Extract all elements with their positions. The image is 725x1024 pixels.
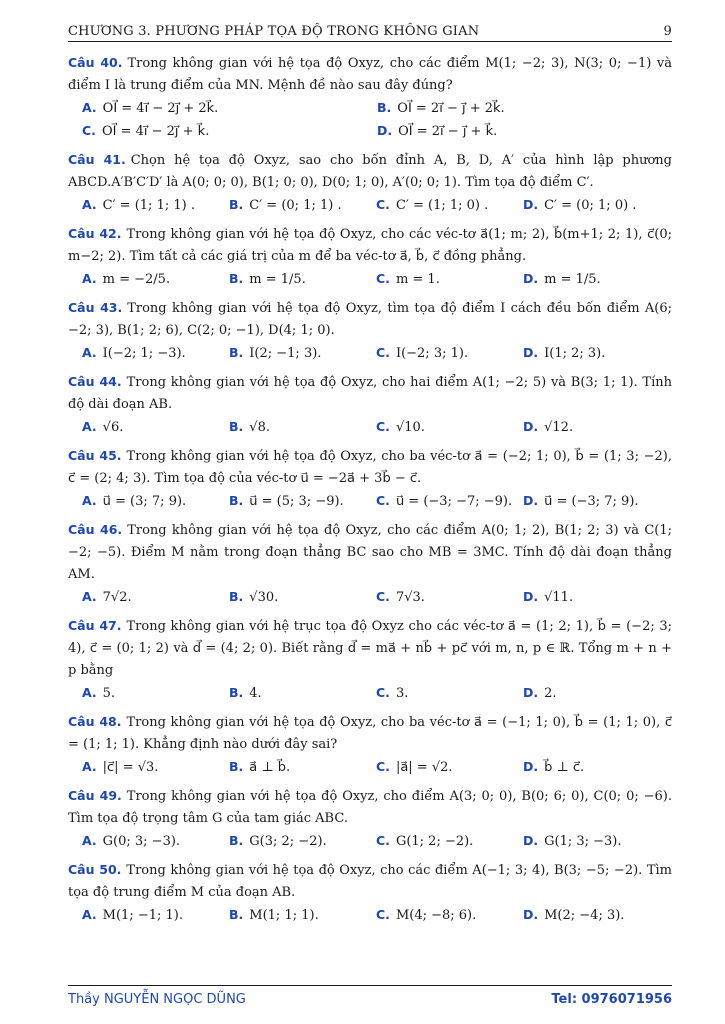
question-stem [68,149,672,194]
option-text: I(2; −1; 3). [249,346,322,361]
option-text: |c⃗| = √3. [102,760,159,775]
option-label: C. [376,759,390,774]
option-text: |a⃗| = √2. [395,760,453,775]
option-label: C. [376,833,390,848]
answer-option [82,120,377,143]
question-number: Câu 50. [68,862,122,877]
answer-options [68,830,672,853]
option-label: B. [229,493,244,508]
answer-option [229,194,376,217]
answer-options [68,268,672,291]
answer-option [523,830,670,853]
option-label: B. [229,589,244,604]
question-number: Câu 43. [68,300,123,315]
option-text: C′ = (1; 1; 1) . [102,198,195,213]
option-text: m = 1/5. [544,272,601,287]
question-stem [68,711,672,756]
answer-option [229,830,376,853]
option-text: b⃗ ⊥ c⃗. [544,760,585,775]
option-text: C′ = (0; 1; 0) . [544,198,637,213]
option-label: D. [523,907,539,922]
answer-option [82,682,229,705]
answer-option [376,586,523,609]
option-label: C. [376,589,390,604]
answer-option [377,97,672,120]
answer-option [523,904,670,927]
answer-option [523,342,670,365]
answer-options [68,97,672,143]
chapter-title: CHƯƠNG 3. PHƯƠNG PHÁP TỌA ĐỘ TRONG KHÔNG GIAN [68,24,480,39]
question-block [68,149,672,217]
option-text: u⃗ = (3; 7; 9). [102,494,187,509]
option-label: D. [523,685,539,700]
question-text: Chọn hệ tọa độ Oxyz, sao cho bốn đỉnh A, B, D, A′ của hình lập phương ABCD.A′B′C′D′ là A(0; 0; 0), B(1; 0; 0), D(0; 1; 0), A′(0; 0; 1). Tìm tọa độ điểm C′. [68,153,672,190]
phone-number: Tel: 0976071956 [551,992,672,1007]
question-text: Trong không gian với hệ tọa độ Oxyz, cho các điểm A(0; 1; 2), B(1; 2; 3) và C(1; −2; −5). Điểm M nằm trong đoạn thẳng BC sao cho MB = 3MC. Tính độ dài đoạn thẳng AM. [68,523,672,582]
question-stem [68,371,672,416]
author-prefix: Thầy [68,992,100,1007]
option-text: √30. [249,590,279,605]
answer-option [82,268,229,291]
option-text: √10. [395,420,425,435]
option-label: A. [82,493,97,508]
answer-option [229,490,376,513]
answer-option [376,682,523,705]
question-text: Trong không gian với hệ trục tọa độ Oxyz cho các véc-tơ a⃗ = (1; 2; 1), b⃗ = (−2; 3; 4), c⃗ = (0; 1; 2) và d⃗ = (4; 2; 0). Biết rằng d⃗ = ma⃗ + nb⃗ + pc⃗ với m, n, p ∈ ℝ. Tổng m + n + p bằng [68,619,672,678]
option-label: D. [377,123,393,138]
option-text: OI⃗ = 4i⃗ − 2j⃗ + k⃗. [101,124,210,139]
option-text: I(−2; 1; −3). [102,346,186,361]
option-text: C′ = (1; 1; 0) . [395,198,489,213]
question-number: Câu 42. [68,226,122,241]
question-text: Trong không gian với hệ tọa độ Oxyz, cho hai điểm A(1; −2; 5) và B(3; 1; 1). Tính độ dài đoạn AB. [68,375,672,412]
answer-option [229,682,376,705]
answer-options [68,416,672,439]
option-label: B. [229,907,244,922]
question-text: Trong không gian với hệ tọa độ Oxyz, cho các điểm M(1; −2; 3), N(3; 0; −1) và điểm I là trung điểm của MN. Mệnh đề nào sau đây đúng? [68,56,672,93]
option-label: B. [229,685,244,700]
question-list [68,52,672,933]
option-label: A. [82,685,97,700]
option-text: 7√3. [395,590,425,605]
answer-option [376,194,523,217]
answer-option [377,120,672,143]
option-text: 2. [544,686,557,701]
option-text: G(0; 3; −3). [102,834,181,849]
answer-option [229,904,376,927]
answer-option [523,194,670,217]
option-text: I(1; 2; 3). [544,346,606,361]
question-number: Câu 44. [68,374,122,389]
option-label: D. [523,197,539,212]
question-block [68,519,672,609]
answer-option [82,194,229,217]
question-block [68,859,672,927]
option-text: √12. [544,420,574,435]
option-text: u⃗ = (5; 3; −9). [249,494,344,509]
question-number: Câu 47. [68,618,122,633]
option-text: M(2; −4; 3). [544,908,625,923]
option-text: √11. [544,590,574,605]
option-label: D. [523,345,539,360]
option-text: 5. [102,686,116,701]
question-text: Trong không gian với hệ tọa độ Oxyz, tìm tọa độ điểm I cách đều bốn điểm A(6; −2; 3), B(1; 2; 6), C(2; 0; −1), D(4; 1; 0). [68,301,672,338]
option-text: M(1; 1; 1). [249,908,319,923]
option-label: A. [82,907,97,922]
option-label: B. [229,419,244,434]
answer-option [229,756,376,779]
answer-option [376,490,523,513]
answer-option [523,682,670,705]
author-credit [68,992,246,1007]
question-stem [68,223,672,268]
option-label: C. [82,123,96,138]
option-text: OI⃗ = 4i⃗ − 2j⃗ + 2k⃗. [102,101,219,116]
answer-option [82,830,229,853]
question-stem [68,445,672,490]
answer-option [82,586,229,609]
answer-option [523,416,670,439]
option-text: a⃗ ⊥ b⃗. [249,760,291,775]
option-text: 3. [395,686,409,701]
answer-options [68,342,672,365]
page-footer [68,992,672,1012]
option-label: D. [523,759,539,774]
answer-option [376,268,523,291]
answer-options [68,194,672,217]
answer-option [229,416,376,439]
question-text: Trong không gian với hệ tọa độ Oxyz, cho ba véc-tơ a⃗ = (−2; 1; 0), b⃗ = (1; 3; −2), c⃗ = (2; 4; 3). Tìm tọa độ của véc-tơ u⃗ = −2a⃗ + 3b⃗ − c⃗. [68,449,672,486]
question-text: Trong không gian với hệ tọa độ Oxyz, cho ba véc-tơ a⃗ = (−1; 1; 0), b⃗ = (1; 1; 0), c⃗ = (1; 1; 1). Khẳng định nào dưới đây sai? [68,715,672,752]
option-label: C. [376,493,390,508]
option-label: B. [229,271,244,286]
question-text: Trong không gian với hệ tọa độ Oxyz, cho các véc-tơ a⃗(1; m; 2), b⃗(m+1; 2; 1), c⃗(0; m−2; 2). Tìm tất cả các giá trị của m để ba véc-tơ a⃗, b⃗, c⃗ đồng phẳng. [68,227,672,264]
option-text: C′ = (0; 1; 1) . [249,198,342,213]
option-label: B. [229,345,244,360]
option-label: B. [229,833,244,848]
option-text: 4. [249,686,262,701]
question-stem [68,859,672,904]
answer-options [68,682,672,705]
option-text: G(1; 3; −3). [544,834,622,849]
option-text: G(3; 2; −2). [249,834,327,849]
option-label: C. [376,685,390,700]
answer-option [523,586,670,609]
option-text: √8. [249,420,270,435]
question-stem [68,785,672,830]
answer-option [229,586,376,609]
question-number: Câu 46. [68,522,123,537]
answer-option [229,342,376,365]
question-block [68,223,672,291]
footer-divider [68,985,672,986]
answer-option [376,904,523,927]
option-text: u⃗ = (−3; −7; −9). [395,494,513,509]
answer-option [523,756,670,779]
page-number: 9 [663,24,672,39]
option-label: C. [376,197,390,212]
author-name: NGUYỄN NGỌC DŨNG [103,992,246,1007]
option-text: √6. [102,420,124,435]
option-label: A. [82,419,97,434]
answer-option [376,342,523,365]
answer-options [68,586,672,609]
option-text: M(4; −8; 6). [395,908,477,923]
question-stem [68,519,672,586]
option-label: C. [376,907,390,922]
option-text: G(1; 2; −2). [395,834,474,849]
option-text: m = 1/5. [249,272,306,287]
option-label: C. [376,271,390,286]
option-label: A. [82,833,97,848]
option-label: A. [82,271,97,286]
answer-option [82,342,229,365]
header-divider [68,41,672,42]
option-label: B. [377,100,392,115]
answer-option [523,490,670,513]
page-header [68,22,672,42]
option-label: D. [523,271,539,286]
question-number: Câu 48. [68,714,122,729]
question-text: Trong không gian với hệ tọa độ Oxyz, cho điểm A(3; 0; 0), B(0; 6; 0), C(0; 0; −6). Tìm tọa độ trọng tâm G của tam giác ABC. [68,789,672,826]
answer-option [376,756,523,779]
answer-options [68,756,672,779]
option-label: A. [82,759,97,774]
option-label: A. [82,100,97,115]
option-label: C. [376,345,390,360]
question-number: Câu 41. [68,152,126,167]
option-label: D. [523,589,539,604]
option-text: I(−2; 3; 1). [395,346,469,361]
answer-option [523,268,670,291]
question-number: Câu 40. [68,55,123,70]
question-block [68,445,672,513]
question-block [68,297,672,365]
answer-options [68,904,672,927]
question-block [68,711,672,779]
option-text: M(1; −1; 1). [102,908,183,923]
option-label: B. [229,197,244,212]
option-label: A. [82,589,97,604]
answer-option [376,830,523,853]
question-block [68,371,672,439]
question-stem [68,615,672,682]
answer-options [68,490,672,513]
option-text: OI⃗ = 2i⃗ − j⃗ + k⃗. [398,124,498,139]
question-block [68,52,672,143]
option-label: B. [229,759,244,774]
option-text: 7√2. [102,590,132,605]
question-block [68,615,672,705]
answer-option [82,904,229,927]
question-number: Câu 49. [68,788,122,803]
option-text: m = −2/5. [102,272,171,287]
question-text: Trong không gian với hệ tọa độ Oxyz, cho các điểm A(−1; 3; 4), B(3; −5; −2). Tìm tọa độ trung điểm M của đoạn AB. [68,863,672,900]
option-label: D. [523,493,539,508]
option-label: D. [523,833,539,848]
answer-option [82,756,229,779]
option-text: m = 1. [395,272,440,287]
answer-option [82,490,229,513]
answer-option [229,268,376,291]
option-label: C. [376,419,390,434]
question-stem [68,52,672,97]
option-label: A. [82,345,97,360]
answer-option [82,416,229,439]
answer-option [376,416,523,439]
option-label: A. [82,197,97,212]
option-text: u⃗ = (−3; 7; 9). [544,494,639,509]
option-label: D. [523,419,539,434]
question-number: Câu 45. [68,448,122,463]
answer-option [82,97,377,120]
question-block [68,785,672,853]
question-stem [68,297,672,342]
option-text: OI⃗ = 2i⃗ − j⃗ + 2k⃗. [397,101,505,116]
